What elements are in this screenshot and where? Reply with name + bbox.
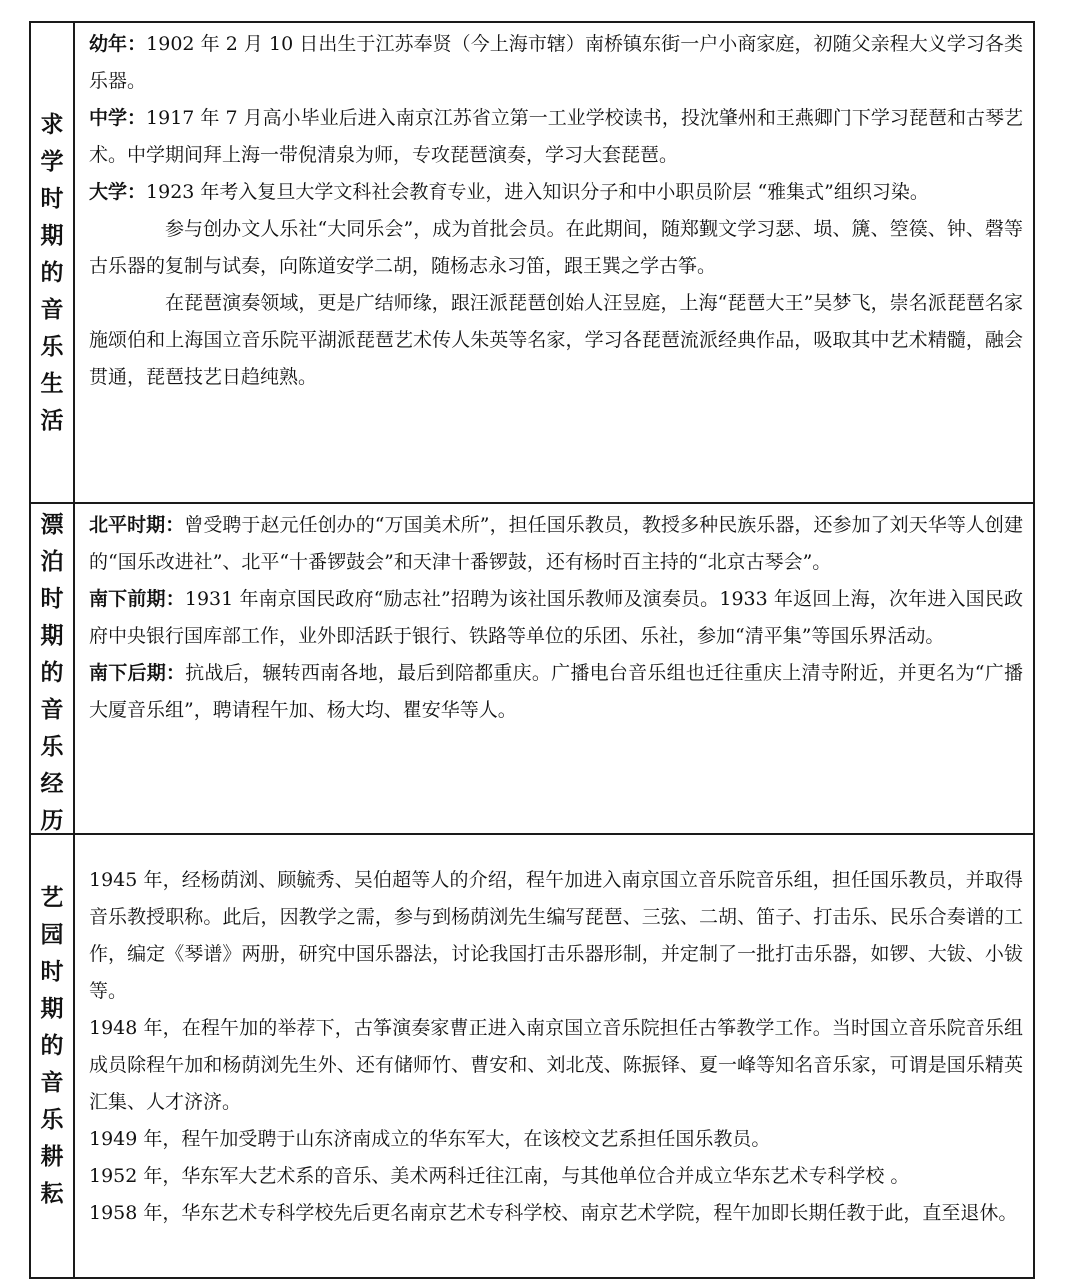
row-heading — [31, 23, 75, 504]
heading-char: 的 — [40, 660, 64, 686]
heading-char: 时 — [40, 186, 64, 212]
heading-char: 的 — [40, 1033, 64, 1059]
paragraph-text: 抗战后，辗转西南各地，最后到陪都重庆。广播电台音乐组也迁往重庆上清寺附近，并更名为“广播大厦音乐组”，聘请程午加、杨大均、瞿安华等人。 — [89, 662, 1023, 721]
heading-char: 乐 — [40, 734, 64, 760]
paragraph-text: 1952 年，华东军大艺术系的音乐、美术两科迁往江南，与其他单位合并成立华东艺术专科学校 。 — [89, 1165, 910, 1187]
paragraph — [89, 1195, 1023, 1232]
heading-char: 音 — [40, 1070, 64, 1096]
paragraph — [89, 655, 1023, 729]
heading-char: 历 — [40, 808, 64, 834]
row-heading — [31, 504, 75, 835]
heading-char: 音 — [40, 297, 64, 323]
paragraph-label: 大学： — [89, 181, 147, 203]
heading-char: 漂 — [40, 512, 64, 538]
paragraph-text: 1917 年 7 月高小毕业后进入南京江苏省立第一工业学校读书，投沈肇州和王燕卿门下学习琵琶和古琴艺术。中学期间拜上海一带倪清泉为师，专攻琵琶演奏，学习大套琵琶。 — [89, 107, 1023, 166]
paragraph-label: 北平时期： — [89, 514, 185, 536]
heading-char: 期 — [40, 996, 64, 1022]
heading-char: 学 — [40, 149, 64, 175]
heading-char: 耘 — [40, 1181, 64, 1207]
paragraph-label: 中学： — [89, 107, 147, 129]
heading-char: 时 — [40, 959, 64, 985]
heading-char: 时 — [40, 586, 64, 612]
paragraph — [89, 100, 1023, 174]
paragraph — [89, 285, 1023, 396]
paragraph-text: 曾受聘于赵元任创办的“万国美术所”，担任国乐教员，教授多种民族乐器，还参加了刘天华等人创建的“国乐改进社”、北平“十番锣鼓会”和天津十番锣鼓，还有杨时百主持的“北京古琴会”。 — [89, 514, 1023, 573]
heading-char: 乐 — [40, 1107, 64, 1133]
heading-char: 的 — [40, 260, 64, 286]
paragraph-text: 1923 年考入复旦大学文科社会教育专业，进入知识分子和中小职员阶层 “雅集式”组织习染。 — [146, 181, 929, 203]
biography-table — [29, 21, 1035, 1279]
paragraph-text: 1902 年 2 月 10 日出生于江苏奉贤（今上海市辖）南桥镇东街一户小商家庭，初随父亲程大义学习各类乐器。 — [89, 33, 1023, 92]
heading-char: 艺 — [40, 885, 64, 911]
paragraph-text: 在琵琶演奏领域，更是广结师缘，跟汪派琵琶创始人汪昱庭，上海“琵琶大王”吴梦飞，崇名派琵琶名家施颂伯和上海国立音乐院平湖派琵琶艺术传人朱英等名家，学习各琵琶流派经典作品，吸取其中艺术精髓，融会贯通，琵琶技艺日趋纯熟。 — [89, 292, 1023, 388]
paragraph-text: 1931 年南京国民政府“励志社”招聘为该社国乐教师及演奏员。1933 年返回上海，次年进入国民政府中央银行国库部工作，业外即活跃于银行、铁路等单位的乐团、乐社，参加“清平集”等国乐界活动。 — [89, 588, 1023, 647]
heading-char: 活 — [40, 408, 64, 434]
row-content — [75, 504, 1033, 835]
row-heading — [31, 835, 75, 1277]
paragraph — [89, 1010, 1023, 1121]
paragraph-text: 1958 年，华东艺术专科学校先后更名南京艺术专科学校、南京艺术学院，程午加即长期任教于此，直至退休。 — [89, 1202, 1018, 1224]
paragraph-text: 参与创办文人乐社“大同乐会”，成为首批会员。在此期间，随郑觐文学习瑟、埙、篪、箜篌、钟、磬等古乐器的复制与试奏，向陈道安学二胡，随杨志永习笛，跟王巽之学古筝。 — [89, 218, 1023, 277]
paragraph — [89, 507, 1023, 581]
heading-char: 经 — [40, 771, 64, 797]
heading-char: 乐 — [40, 334, 64, 360]
heading-char: 耕 — [40, 1144, 64, 1170]
paragraph — [89, 211, 1023, 285]
paragraph-text: 1945 年，经杨荫浏、顾毓秀、吴伯超等人的介绍，程午加进入南京国立音乐院音乐组，担任国乐教员，并取得音乐教授职称。此后，因教学之需，参与到杨荫浏先生编写琵琶、三弦、二胡、笛子、打击乐、民乐合奏谱的工作，编定《琴谱》两册，研究中国乐器法，讨论我国打击乐器形制，并定制了一批打击乐器，如锣、大钹、小钹等。 — [89, 869, 1023, 1002]
paragraph-label: 幼年： — [89, 33, 147, 55]
paragraph — [89, 862, 1023, 1010]
table-row — [31, 833, 1033, 1277]
paragraph — [89, 174, 1023, 211]
paragraph-text: 1949 年，程午加受聘于山东济南成立的华东军大，在该校文艺系担任国乐教员。 — [89, 1128, 771, 1150]
paragraph-label: 南下后期： — [89, 662, 186, 684]
heading-char: 园 — [40, 922, 64, 948]
table-row — [31, 23, 1033, 504]
paragraph — [89, 26, 1023, 100]
paragraph-label: 南下前期： — [89, 588, 185, 610]
heading-char: 泊 — [40, 549, 64, 575]
row-content — [75, 23, 1033, 504]
paragraph — [89, 581, 1023, 655]
heading-char: 音 — [40, 697, 64, 723]
row-content — [75, 835, 1033, 1277]
heading-char: 求 — [40, 112, 64, 138]
paragraph — [89, 1158, 1023, 1195]
table-row — [31, 502, 1033, 835]
heading-char: 期 — [40, 623, 64, 649]
heading-char: 期 — [40, 223, 64, 249]
paragraph-text: 1948 年，在程午加的举荐下，古筝演奏家曹正进入南京国立音乐院担任古筝教学工作。当时国立音乐院音乐组成员除程午加和杨荫浏先生外、还有储师竹、曹安和、刘北茂、陈振铎、夏一峰等知名音乐家，可谓是国乐精英汇集、人才济济。 — [89, 1017, 1023, 1113]
paragraph — [89, 1121, 1023, 1158]
heading-char: 生 — [40, 371, 64, 397]
